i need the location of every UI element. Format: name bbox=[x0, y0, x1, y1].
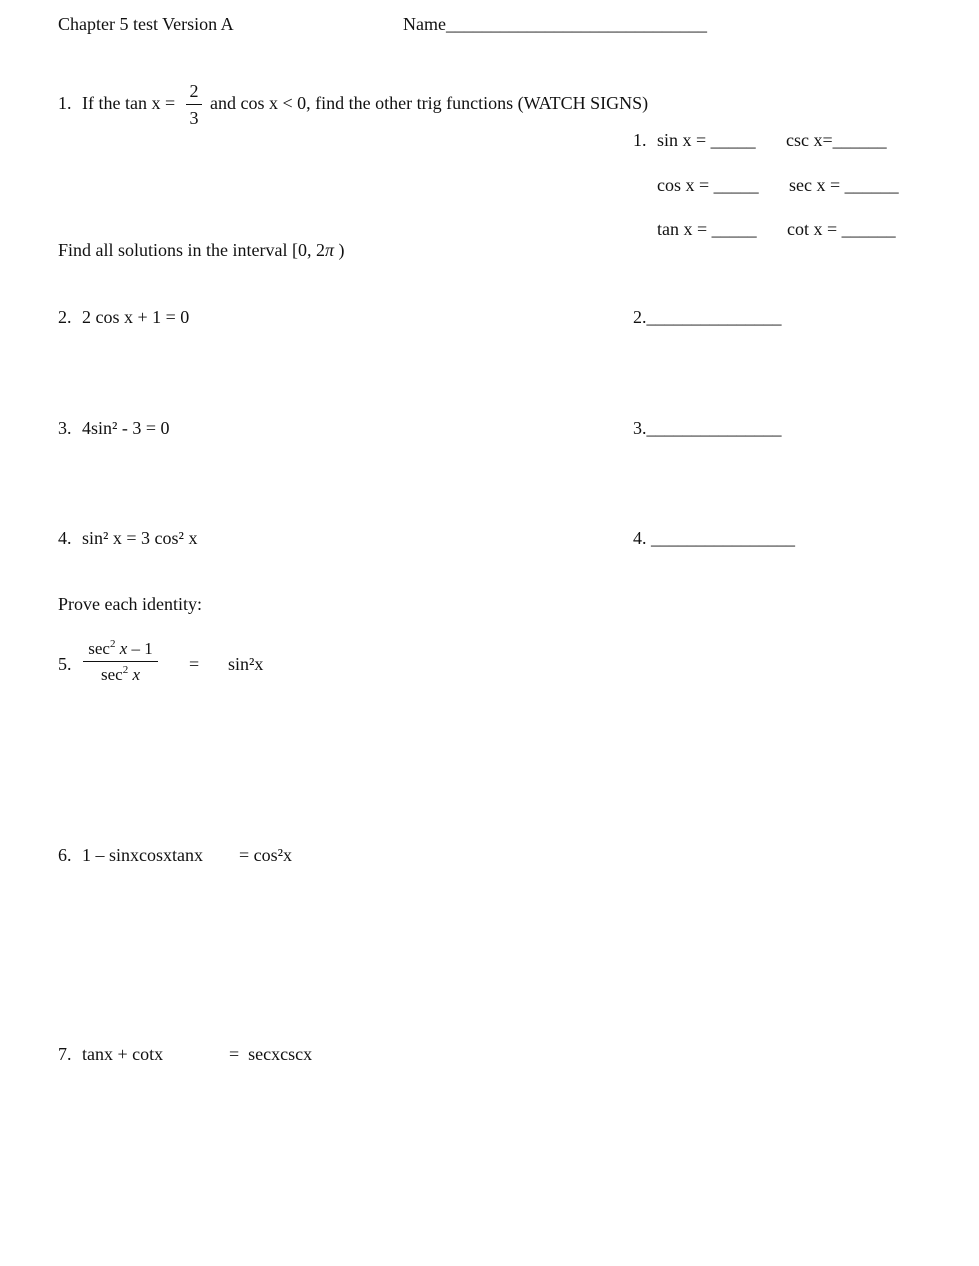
q6-rhs: = cos²x bbox=[239, 845, 293, 865]
q5-num-var: x bbox=[119, 639, 128, 658]
q5-num-exponent: 2 bbox=[109, 638, 116, 650]
csc-answer-blank[interactable]: csc x=______ bbox=[786, 130, 887, 150]
sin-answer-blank[interactable]: sin x = _____ bbox=[657, 130, 756, 150]
q6-number: 6. bbox=[58, 845, 72, 865]
name-field[interactable]: Name_____________________________ bbox=[403, 14, 707, 34]
q4-number: 4. bbox=[58, 528, 72, 548]
q1-prefix: If the tan x = bbox=[82, 93, 176, 113]
q5-denominator bbox=[83, 666, 158, 683]
pi-symbol: π bbox=[324, 240, 335, 260]
q5-number: 5. bbox=[58, 654, 72, 674]
q1-answer-number: 1. bbox=[633, 130, 647, 150]
q7-rhs: = secxcscx bbox=[229, 1044, 313, 1064]
cot-answer-blank[interactable]: cot x = ______ bbox=[787, 219, 896, 239]
q5-fraction-bar bbox=[83, 661, 158, 662]
q5-den-var: x bbox=[132, 665, 140, 684]
tan-answer-blank[interactable]: tan x = _____ bbox=[657, 219, 757, 239]
q4-answer-blank[interactable]: 4. ________________ bbox=[633, 528, 795, 548]
q5-den-exponent: 2 bbox=[122, 664, 129, 676]
q1-fraction-bar bbox=[186, 104, 202, 105]
q1-fraction bbox=[186, 82, 202, 127]
q4-equation: sin² x = 3 cos² x bbox=[82, 528, 198, 548]
q1-fraction-numerator: 2 bbox=[189, 81, 199, 101]
q2-equation: 2 cos x + 1 = 0 bbox=[82, 307, 190, 327]
q1-number: 1. bbox=[58, 93, 72, 113]
q2-number: 2. bbox=[58, 307, 72, 327]
cos-answer-blank[interactable]: cos x = _____ bbox=[657, 175, 759, 195]
test-title: Chapter 5 test Version A bbox=[58, 14, 234, 34]
solutions-heading-suffix: ) bbox=[334, 240, 345, 260]
q5-rhs: sin²x bbox=[228, 654, 264, 674]
q3-number: 3. bbox=[58, 418, 72, 438]
solutions-heading-prefix: Find all solutions in the interval [0, 2 bbox=[58, 240, 325, 260]
q5-equals: = bbox=[189, 654, 200, 674]
solutions-heading bbox=[58, 241, 345, 259]
q5-numerator bbox=[83, 640, 158, 657]
q1-fraction-denominator: 3 bbox=[189, 108, 199, 128]
q5-num-sec: sec bbox=[88, 639, 110, 658]
sec-answer-blank[interactable]: sec x = ______ bbox=[789, 175, 899, 195]
identities-heading: Prove each identity: bbox=[58, 594, 202, 614]
q3-equation: 4sin² - 3 = 0 bbox=[82, 418, 170, 438]
q6-lhs: 1 – sinxcosxtanx bbox=[82, 845, 203, 865]
q7-lhs: tanx + cotx bbox=[82, 1044, 164, 1064]
q1-suffix: and cos x < 0, find the other trig functions (WATCH SIGNS) bbox=[210, 93, 649, 113]
q5-num-rest: – 1 bbox=[127, 639, 153, 658]
q5-den-sec: sec bbox=[100, 665, 123, 684]
q3-answer-blank[interactable]: 3._______________ bbox=[633, 418, 782, 438]
q5-fraction bbox=[83, 640, 158, 683]
q2-answer-blank[interactable]: 2._______________ bbox=[633, 307, 782, 327]
q7-number: 7. bbox=[58, 1044, 72, 1064]
